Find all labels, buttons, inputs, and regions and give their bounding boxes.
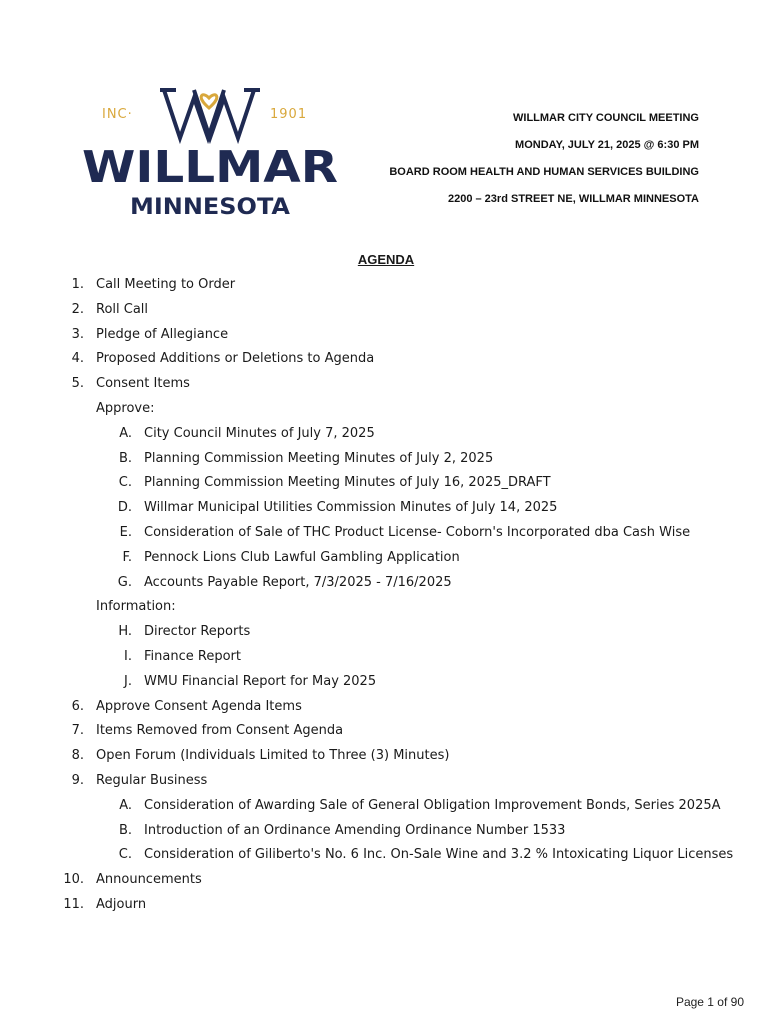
agenda-item-text: Open Forum (Individuals Limited to Three (3) Minutes) xyxy=(96,748,450,764)
agenda-item xyxy=(0,471,770,496)
logo-inc-text: INC· xyxy=(102,107,133,122)
agenda-list xyxy=(0,273,770,918)
agenda-item xyxy=(0,347,770,372)
agenda-subitem-text: Pennock Lions Club Lawful Gambling Application xyxy=(144,549,460,565)
agenda-item xyxy=(0,595,770,620)
agenda-item-number: 6. xyxy=(71,698,84,714)
agenda-subitem-letter: G. xyxy=(117,574,132,590)
agenda-subitem-letter: E. xyxy=(119,524,132,540)
agenda-item-text: Pledge of Allegiance xyxy=(96,326,229,342)
agenda-item xyxy=(0,496,770,521)
agenda-item-number: 1. xyxy=(71,277,84,292)
willmar-logo xyxy=(82,82,342,222)
agenda-subitem-text: Finance Report xyxy=(144,648,241,664)
agenda-item xyxy=(0,893,770,918)
agenda-heading-text: AGENDA xyxy=(357,252,415,267)
agenda-item-number: 5. xyxy=(71,376,84,392)
agenda-item xyxy=(0,447,770,472)
agenda-item xyxy=(0,298,770,323)
agenda-subitem-letter: A. xyxy=(119,425,132,441)
agenda-subitem-text: Consideration of Awarding Sale of General Obligation Improvement Bonds, Series 2025A xyxy=(144,797,721,813)
agenda-subitem-letter: B. xyxy=(118,822,132,838)
agenda-item xyxy=(0,372,770,397)
agenda-item-number: 8. xyxy=(71,748,84,764)
agenda-item-number: 10. xyxy=(63,872,84,888)
agenda-item xyxy=(0,422,770,447)
agenda-item-number: 11. xyxy=(63,896,84,912)
meeting-address: 2200 – 23rd STREET NE, WILLMAR MINNESOTA xyxy=(447,193,699,205)
agenda-subheading: Approve: xyxy=(96,400,155,416)
agenda-subitem-text: Willmar Municipal Utilities Commission Minutes of July 14, 2025 xyxy=(144,500,558,516)
agenda-item xyxy=(0,620,770,645)
agenda-item xyxy=(0,843,770,868)
agenda-item xyxy=(0,719,770,744)
agenda-item xyxy=(0,521,770,546)
agenda-item xyxy=(0,819,770,844)
agenda-subitem-text: Introduction of an Ordinance Amending Ordinance Number 1533 xyxy=(144,822,566,838)
page-number: Page 1 of 90 xyxy=(675,995,744,1009)
agenda-item xyxy=(0,546,770,571)
agenda-item-text: Roll Call xyxy=(96,301,149,317)
agenda-item xyxy=(0,323,770,348)
agenda-item-number: 4. xyxy=(71,351,84,367)
agenda-subitem-letter: A. xyxy=(119,797,132,813)
agenda-subitem-text: Accounts Payable Report, 7/3/2025 - 7/16/2025 xyxy=(144,574,452,590)
agenda-item-text: Call Meeting to Order xyxy=(96,277,236,292)
agenda-item-text: Proposed Additions or Deletions to Agenda xyxy=(96,351,375,367)
agenda-item-text: Approve Consent Agenda Items xyxy=(96,698,302,714)
agenda-subitem-text: Planning Commission Meeting Minutes of July 16, 2025_DRAFT xyxy=(144,475,551,491)
agenda-subitem-letter: I. xyxy=(124,648,132,664)
logo-city-text: WILLMAR xyxy=(82,142,338,193)
agenda-item-text: Adjourn xyxy=(96,896,147,912)
agenda-item-number: 9. xyxy=(71,772,84,788)
agenda-subheading: Information: xyxy=(96,599,176,615)
agenda-item xyxy=(0,645,770,670)
agenda-item-text: Announcements xyxy=(96,872,202,888)
meeting-header xyxy=(389,105,699,213)
agenda-subitem-letter: F. xyxy=(122,549,132,565)
heart-icon xyxy=(201,95,217,108)
meeting-title: WILLMAR CITY COUNCIL MEETING xyxy=(513,112,699,124)
agenda-subitem-text: Consideration of Sale of THC Product License- Coborn's Incorporated dba Cash Wise xyxy=(144,524,691,540)
agenda-item-text: Items Removed from Consent Agenda xyxy=(96,723,344,739)
agenda-item xyxy=(0,670,770,695)
agenda-subitem-text: WMU Financial Report for May 2025 xyxy=(144,673,377,689)
agenda-subitem-text: Consideration of Giliberto's No. 6 Inc. On-Sale Wine and 3.2 % Intoxicating Liquor Licenses xyxy=(144,847,734,863)
agenda-subitem-letter: D. xyxy=(117,500,132,516)
agenda-item xyxy=(0,744,770,769)
agenda-item-text: Regular Business xyxy=(96,772,208,788)
agenda-item xyxy=(0,868,770,893)
willmar-logo-graphic xyxy=(82,82,342,222)
meeting-location: BOARD ROOM HEALTH AND HUMAN SERVICES BUILDING xyxy=(389,166,699,178)
agenda-item xyxy=(0,769,770,794)
agenda-item xyxy=(0,273,770,298)
logo-year-text: 1901 xyxy=(270,107,308,122)
agenda-subitem-letter: C. xyxy=(118,475,132,491)
agenda-subitem-text: Planning Commission Meeting Minutes of July 2, 2025 xyxy=(144,450,494,466)
logo-state-text: MINNESOTA xyxy=(130,195,290,220)
agenda-subitem-letter: J. xyxy=(124,673,132,689)
agenda-item xyxy=(0,794,770,819)
agenda-heading xyxy=(0,252,770,267)
agenda-item xyxy=(0,695,770,720)
agenda-item-number: 7. xyxy=(71,723,84,739)
agenda-subitem-letter: H. xyxy=(118,624,132,640)
agenda-subitem-letter: B. xyxy=(118,450,132,466)
agenda-item-number: 2. xyxy=(71,301,84,317)
meeting-date: MONDAY, JULY 21, 2025 @ 6:30 PM xyxy=(515,139,699,151)
agenda-item xyxy=(0,397,770,422)
agenda-subitem-letter: C. xyxy=(118,847,132,863)
agenda-subitem-text: City Council Minutes of July 7, 2025 xyxy=(144,425,375,441)
agenda-item xyxy=(0,571,770,596)
agenda-item-number: 3. xyxy=(71,326,84,342)
agenda-subitem-text: Director Reports xyxy=(144,624,251,640)
agenda-item-text: Consent Items xyxy=(96,376,190,392)
